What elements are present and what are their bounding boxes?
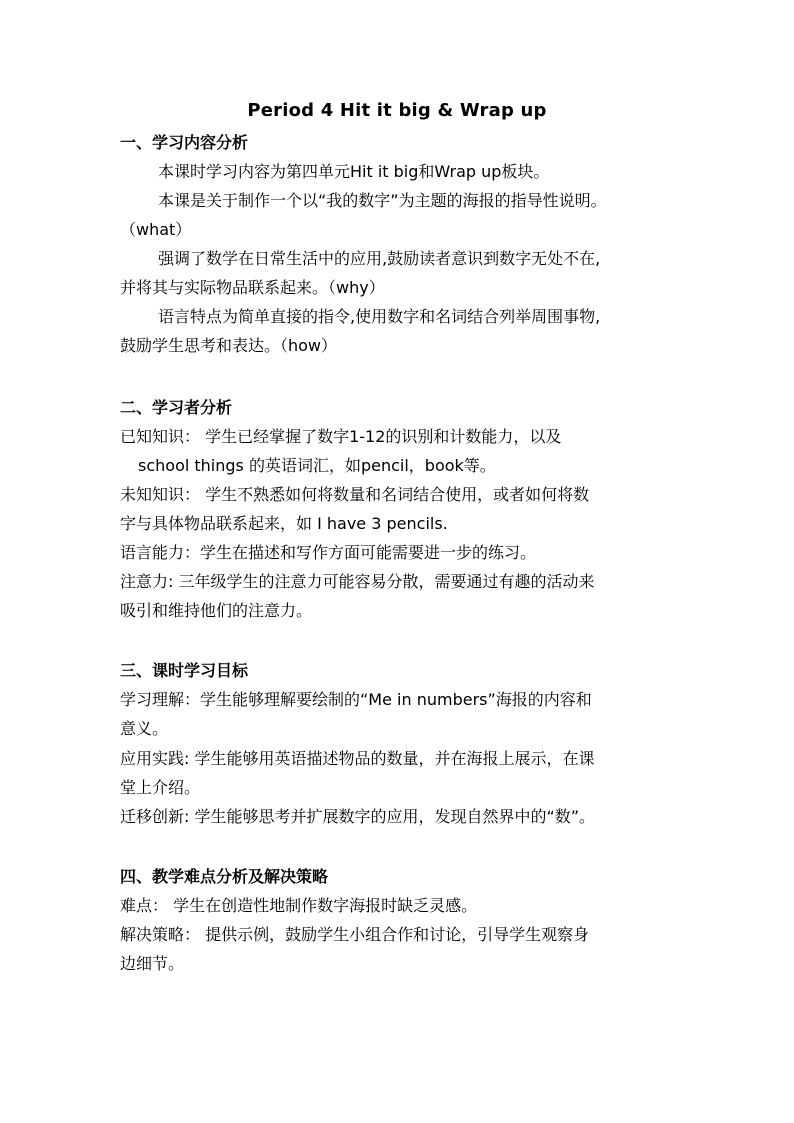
paragraph-line: 意义。 <box>120 719 169 738</box>
section-heading-difficulty-strategy: 四、教学难点分析及解决策略 <box>120 867 329 886</box>
paragraph-line: 注意力: 三年级学生的注意力可能容易分散，需要通过有趣的活动来 <box>120 572 595 591</box>
paragraph-line: 字与具体物品联系起来，如 I have 3 pencils. <box>120 514 448 533</box>
paragraph-line: 本课是关于制作一个以“我的数字”为主题的海报的指导性说明。 <box>158 191 607 210</box>
paragraph-line: 本课时学习内容为第四单元Hit it big和Wrap up板块。 <box>158 162 550 181</box>
paragraph-line: 吸引和维持他们的注意力。 <box>120 601 313 620</box>
paragraph-line: 已知知识： 学生已经掌握了数字1-12的识别和计数能力，以及 <box>120 427 562 446</box>
paragraph-line: 鼓励学生思考和表达。（how） <box>120 336 338 355</box>
page-title: Period 4 Hit it big & Wrap up <box>247 100 547 121</box>
paragraph-line: 堂上介绍。 <box>120 778 201 797</box>
paragraph-line: 迁移创新: 学生能够思考并扩展数字的应用，发现自然界中的“数”。 <box>120 807 596 826</box>
paragraph-line: 语言能力：学生在描述和写作方面可能需要进一步的练习。 <box>120 543 537 562</box>
paragraph-line: 未知知识： 学生不熟悉如何将数量和名词结合使用，或者如何将数 <box>120 485 590 504</box>
paragraph-line: 学习理解：学生能够理解要绘制的“Me in numbers”海报的内容和 <box>120 690 592 709</box>
paragraph-line: 并将其与实际物品联系起来。（why） <box>120 278 385 297</box>
paragraph-line: （what） <box>120 220 192 239</box>
section-heading-learning-objectives: 三、课时学习目标 <box>120 661 249 680</box>
paragraph-line: 应用实践: 学生能够用英语描述物品的数量，并在海报上展示，在课 <box>120 749 595 768</box>
paragraph-line: school things 的英语词汇，如pencil，book等。 <box>138 456 496 475</box>
paragraph-line: 边细节。 <box>120 954 185 973</box>
paragraph-line: 难点： 学生在创造性地制作数字海报时缺乏灵感。 <box>120 896 478 915</box>
paragraph-line: 语言特点为简单直接的指令,使用数字和名词结合列举周围事物, <box>158 307 601 326</box>
section-heading-content-analysis: 一、学习内容分析 <box>120 133 249 152</box>
paragraph-line: 强调了数学在日常生活中的应用,鼓励读者意识到数字无处不在, <box>158 249 601 268</box>
paragraph-line: 解决策略： 提供示例，鼓励学生小组合作和讨论，引导学生观察身 <box>120 925 590 944</box>
section-heading-learner-analysis: 二、学习者分析 <box>120 398 233 417</box>
